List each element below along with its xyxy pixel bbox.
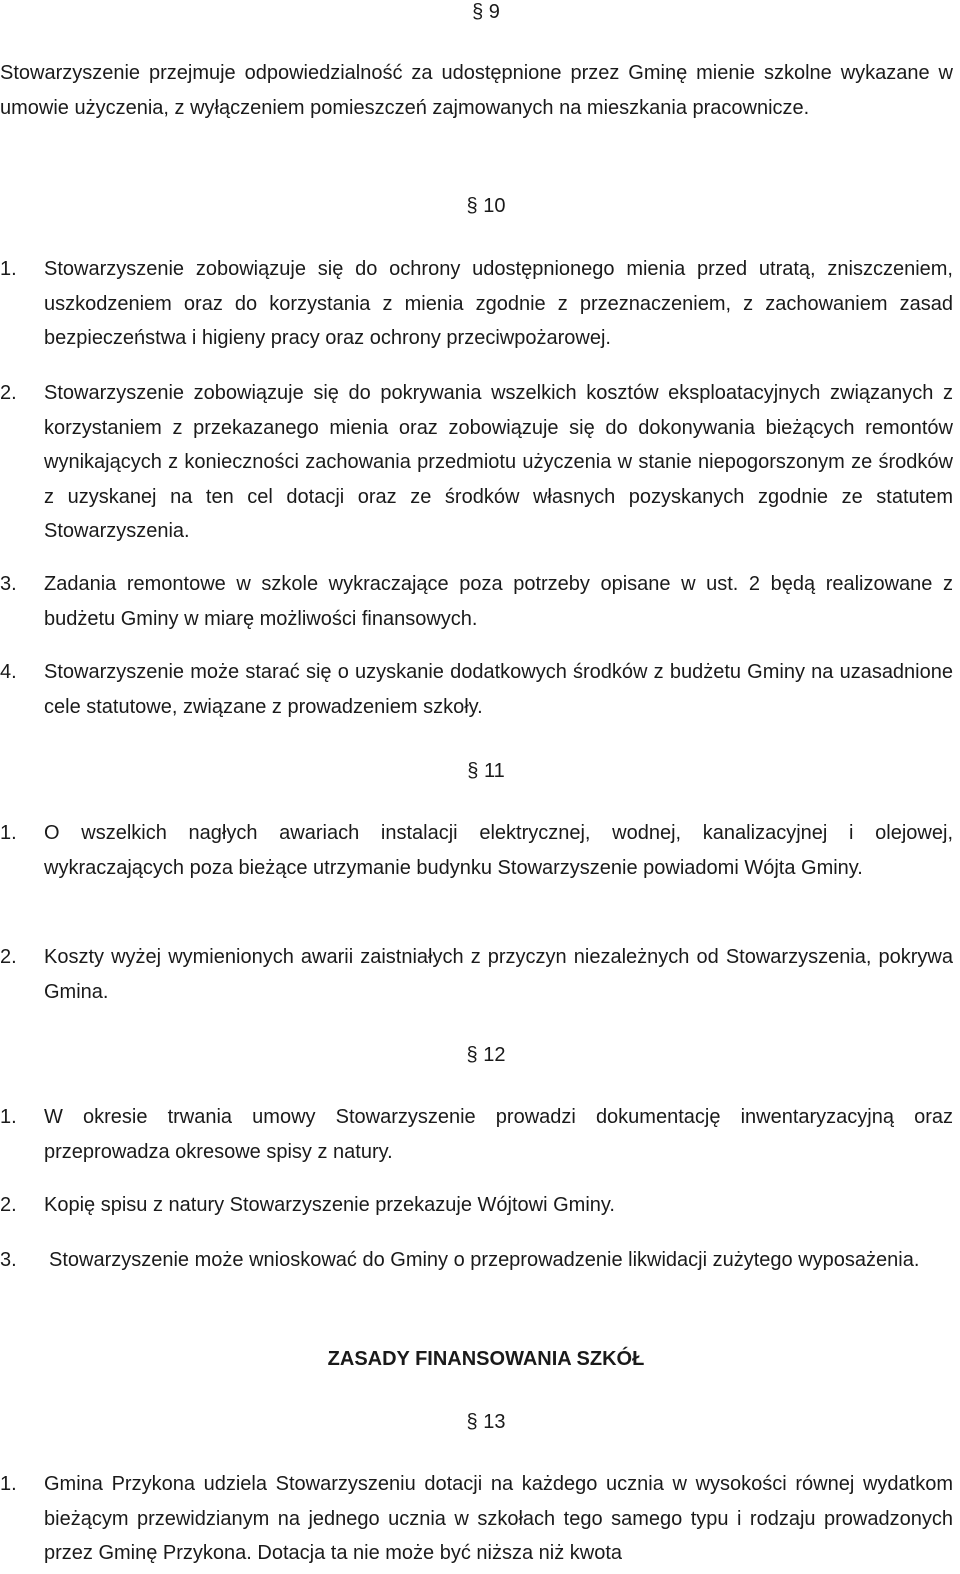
list-item bbox=[0, 655, 953, 724]
item-text: Stowarzyszenie może wnioskować do Gminy o przeprowadzenie likwidacji zużytego wyposażenia. bbox=[49, 1249, 920, 1271]
item-text: Zadania remontowe w szkole wykraczające poza potrzeby opisane w ust. 2 będą realizowane z budżetu Gminy w miarę możliwości finansowych. bbox=[44, 573, 953, 630]
section-mark-13: § 13 bbox=[466, 1411, 506, 1433]
item-text: Koszty wyżej wymienionych awarii zaistniałych z przyczyn niezależnych od Stowarzyszenia, pokrywa Gmina. bbox=[44, 946, 953, 1003]
list-item bbox=[0, 816, 953, 885]
list-item bbox=[0, 1467, 953, 1571]
item-number: 1. bbox=[0, 1473, 17, 1495]
section-mark-11: § 11 bbox=[467, 760, 505, 782]
item-number: 1. bbox=[0, 258, 17, 280]
item-text: O wszelkich nagłych awariach instalacji elektrycznej, wodnej, kanalizacyjnej i olejowej, wykraczających poza bieżące utrzymanie budynku Stowarzyszenie powiadomi Wójta Gminy. bbox=[44, 822, 953, 879]
item-number: 1. bbox=[0, 1106, 17, 1128]
list-item bbox=[0, 376, 953, 549]
item-number: 2. bbox=[0, 382, 17, 404]
list-item bbox=[0, 252, 953, 356]
item-number: 2. bbox=[0, 1194, 17, 1216]
list-item bbox=[0, 940, 953, 1009]
section-mark-10: § 10 bbox=[466, 195, 506, 217]
list-item bbox=[0, 1243, 953, 1278]
item-text: Kopię spisu z natury Stowarzyszenie przekazuje Wójtowi Gminy. bbox=[44, 1194, 615, 1216]
item-number: 4. bbox=[0, 661, 17, 683]
item-number: 1. bbox=[0, 822, 17, 844]
item-text: Stowarzyszenie zobowiązuje się do pokrywania wszelkich kosztów eksploatacyjnych związanych z korzystaniem z przekazanego mienia oraz zobowiązuje się do dokonywania bieżących remontów wynikających z konieczności zachowania przedmiotu użyczenia w stanie niepogorszonym ze środków z uzyskanej na ten cel dotacji oraz ze środków własnych pozyskanych zgodnie ze statutem Stowarzyszenia. bbox=[44, 382, 953, 542]
section-mark-12: § 12 bbox=[466, 1044, 506, 1066]
item-text: Stowarzyszenie zobowiązuje się do ochrony udostępnionego mienia przed utratą, zniszczeniem, uszkodzeniem oraz do korzystania z mienia zgodnie z przeznaczeniem, z zachowaniem zasad bezpieczeństwa i higieny pracy oraz ochrony przeciwpożarowej. bbox=[44, 258, 953, 349]
item-text: Gmina Przykona udziela Stowarzyszeniu dotacji na każdego ucznia w wysokości równej wydatkom bieżącym przewidzianym na jednego ucznia w szkołach tego samego typu i rodzaju prowadzonych przez Gminę Przykona. Dotacja ta nie może być niższa niż kwota bbox=[44, 1473, 953, 1564]
section-mark-9: § 9 bbox=[472, 1, 500, 23]
item-number: 3. bbox=[0, 1249, 17, 1271]
item-number: 3. bbox=[0, 573, 17, 595]
list-item bbox=[0, 1100, 953, 1169]
item-text: W okresie trwania umowy Stowarzyszenie prowadzi dokumentację inwentaryzacyjną oraz przeprowadza okresowe spisy z natury. bbox=[44, 1106, 953, 1163]
heading-financing: ZASADY FINANSOWANIA SZKÓŁ bbox=[327, 1348, 645, 1370]
list-item bbox=[0, 567, 953, 636]
item-text: Stowarzyszenie może starać się o uzyskanie dodatkowych środków z budżetu Gminy na uzasadnione cele statutowe, związane z prowadzeniem szkoły. bbox=[44, 661, 953, 718]
item-number: 2. bbox=[0, 946, 17, 968]
list-item bbox=[0, 1188, 953, 1223]
section-9-text: Stowarzyszenie przejmuje odpowiedzialność za udostępnione przez Gminę mienie szkolne wykazane w umowie użyczenia, z wyłączeniem pomieszczeń zajmowanych na mieszkania pracownicze. bbox=[0, 62, 953, 119]
